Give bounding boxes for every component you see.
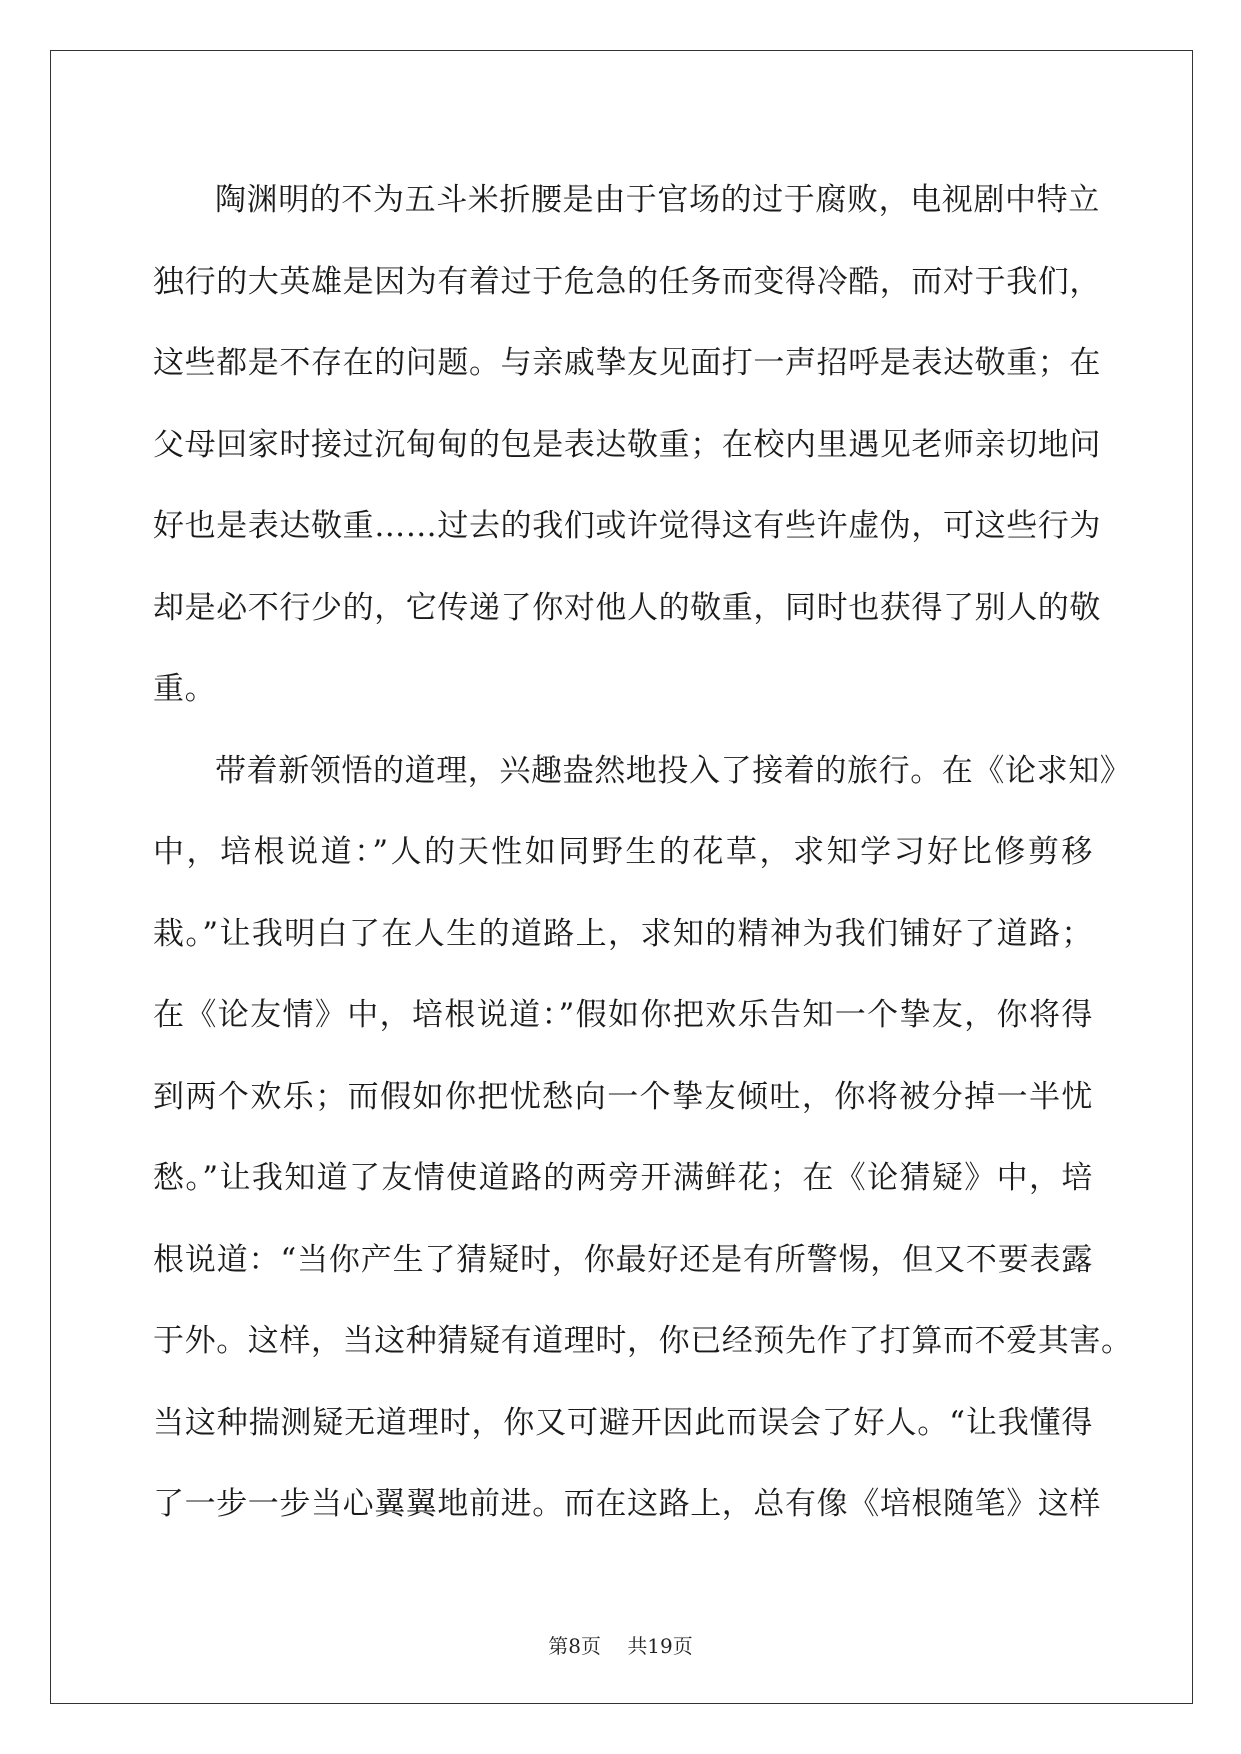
text-line: 到两个欢乐；而假如你把忧愁向一个挚友倾吐，你将被分掉一半忧 (153, 1078, 1093, 1115)
text-line: 了一步一步当心翼翼地前进。而在这路上，总有像《培根随笔》这样 (153, 1486, 1101, 1522)
document-body (153, 160, 1133, 1546)
text-line: 在《论友情》中，培根说道：”假如你把欢乐告知一个挚友，你将得 (153, 997, 1093, 1033)
text-line: 愁。”让我知道了友情使道路的两旁开满鲜花；在《论猜疑》中，培 (153, 1160, 1093, 1196)
page-total: 共19页 (627, 1634, 693, 1658)
page-footer (0, 1630, 1241, 1659)
text-line: 重。 (153, 671, 217, 707)
text-line: 陶渊明的不为五斗米折腰是由于官场的过于腐败，电视剧中特立 (215, 182, 1100, 218)
text-line: 中，培根说道：”人的天性如同野生的花草，求知学习好比修剪移 (153, 834, 1093, 870)
text-line: 好也是表达敬重……过去的我们或许觉得这有些许虚伪，可这些行为 (153, 508, 1101, 544)
page-number: 第8页 (548, 1634, 601, 1658)
text-line: 父母回家时接过沉甸甸的包是表达敬重；在校内里遇见老师亲切地问 (153, 426, 1101, 463)
text-line: 带着新领悟的道理，兴趣盎然地投入了接着的旅行。在《论求知》 (215, 752, 1132, 789)
text-line: 却是必不行少的，它传递了你对他人的敬重，同时也获得了别人的敬 (153, 589, 1101, 626)
text-line: 这些都是不存在的问题。与亲戚挚友见面打一声招呼是表达敬重；在 (153, 345, 1101, 381)
text-line: 于外。这样，当这种猜疑有道理时，你已经预先作了打算而不爱其害。 (153, 1323, 1133, 1359)
text-line: 根说道：“当你产生了猜疑时，你最好还是有所警惕，但又不要表露 (153, 1241, 1093, 1278)
text-line: 独行的大英雄是因为有着过于危急的任务而变得冷酷，而对于我们， (153, 263, 1101, 300)
text-line: 栽。”让我明白了在人生的道路上，求知的精神为我们铺好了道路； (153, 915, 1093, 952)
text-line: 当这种揣测疑无道理时，你又可避开因此而误会了好人。“让我懂得 (153, 1404, 1093, 1441)
